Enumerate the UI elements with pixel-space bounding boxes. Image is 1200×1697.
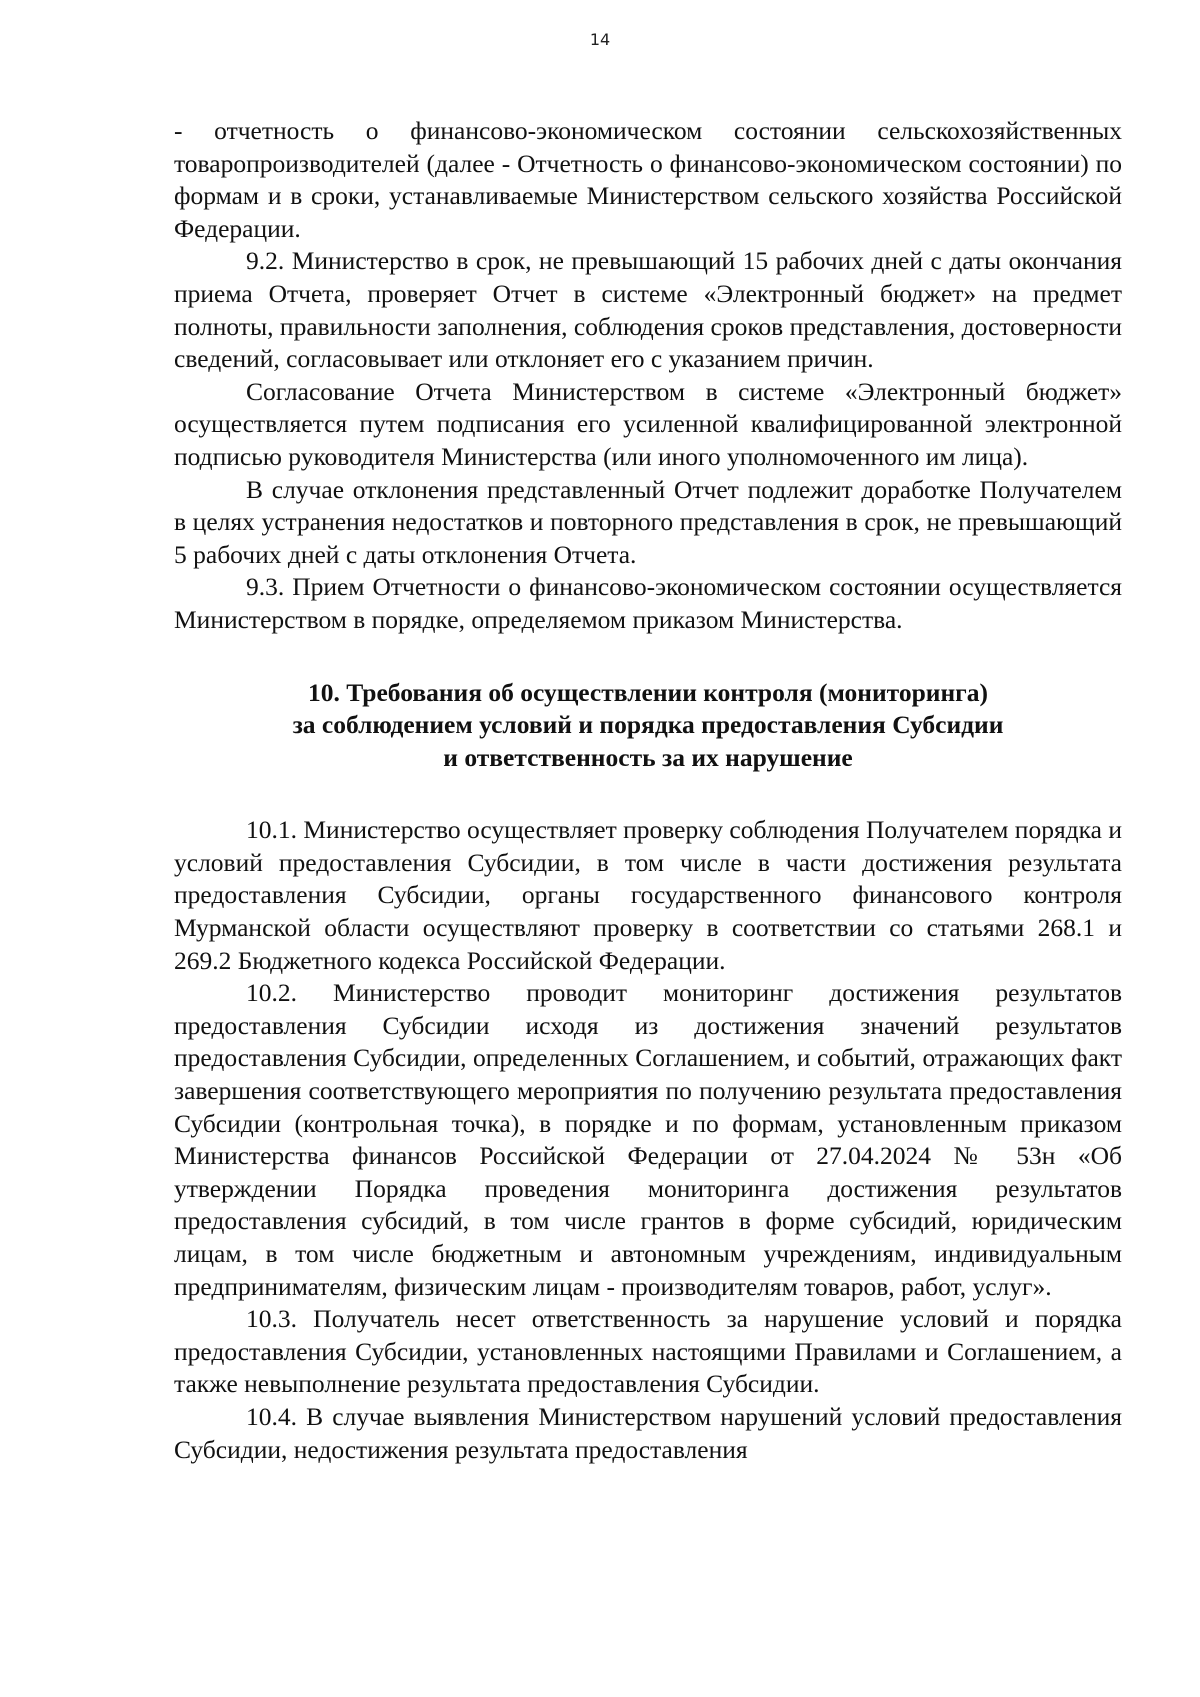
- paragraph: - отчетность о финансово-экономическом состоянии сельскохозяйственных товаропроизводителей (далее - Отчетность о финансово-экономическом состоянии) по формам и в сроки, устанавливаемые Министерством сельского хозяйства Российской Федерации.: [174, 116, 1122, 243]
- paragraph: 10.4. В случае выявления Министерством нарушений условий предоставления Субсидии, недостижения результата предоставления: [174, 1401, 1122, 1464]
- paragraph: 10.1. Министерство осуществляет проверку соблюдения Получателем порядка и условий предоставления Субсидии, в том числе в части достижения результата предоставления Субсидии, органы государственного финансового контроля Мурманской области осуществляют проверку в соответствии со статьями 268.1 и 269.2 Бюджетного кодекса Российской Федерации.: [174, 815, 1122, 975]
- paragraph: 9.2. Министерство в срок, не превышающий 15 рабочих дней с даты окончания приема Отчета, проверяет Отчет в системе «Электронный бюджет» на предмет полноты, правильности заполнения, соблюдения сроков представления, достоверности сведений, согласовывает или отклоняет его с указанием причин.: [174, 246, 1122, 374]
- paragraph: 9.3. Прием Отчетности о финансово-экономическом состоянии осуществляется Министерством в порядке, определяемом приказом Министерства.: [174, 572, 1122, 634]
- paragraph: 10.3. Получатель несет ответственность за нарушение условий и порядка предоставления Субсидии, установленных настоящими Правилами и Соглашением, а также невыполнение результата предоставления Субсидии.: [174, 1304, 1122, 1399]
- paragraph: В случае отклонения представленный Отчет подлежит доработке Получателем в целях устранения недостатков и повторного представления в срок, не превышающий 5 рабочих дней с даты отклонения Отчета.: [174, 474, 1122, 569]
- paragraphs-after-section: [174, 814, 1122, 1466]
- page-number: 14: [589, 30, 611, 49]
- section-heading-line-2: за соблюдением условий и порядка предоставления Субсидии: [292, 710, 1004, 740]
- section-heading: [174, 677, 1122, 775]
- paragraph: 10.2. Министерство проводит мониторинг достижения результатов предоставления Субсидии исходя из достижения значений результатов предоставления Субсидии, определенных Соглашением, и событий, отражающих факт завершения соответствующего мероприятия по получению результата предоставления Субсидии (контрольная точка), в порядке и по формам, установленным приказом Министерства финансов Российской Федерации от 27.04.2024 № 53н «Об утверждении Порядка проведения мониторинга достижения результатов предоставления субсидий, в том числе грантов в форме субсидий, юридическим лицам, в том числе бюджетным и автономным учреждениям, индивидуальным предпринимателям, физическим лицам - производителям товаров, работ, услуг».: [174, 978, 1122, 1301]
- paragraphs-before-section: [174, 115, 1122, 637]
- section-heading-line-1: 10. Требования об осуществлении контроля (мониторинга): [308, 677, 988, 707]
- paragraph: Согласование Отчета Министерством в системе «Электронный бюджет» осуществляется путем подписания его усиленной квалифицированной электронной подписью руководителя Министерства (или иного уполномоченного им лица).: [174, 376, 1122, 471]
- section-heading-line-3: и ответственность за их нарушение: [443, 742, 853, 772]
- document-body: [174, 115, 1122, 1466]
